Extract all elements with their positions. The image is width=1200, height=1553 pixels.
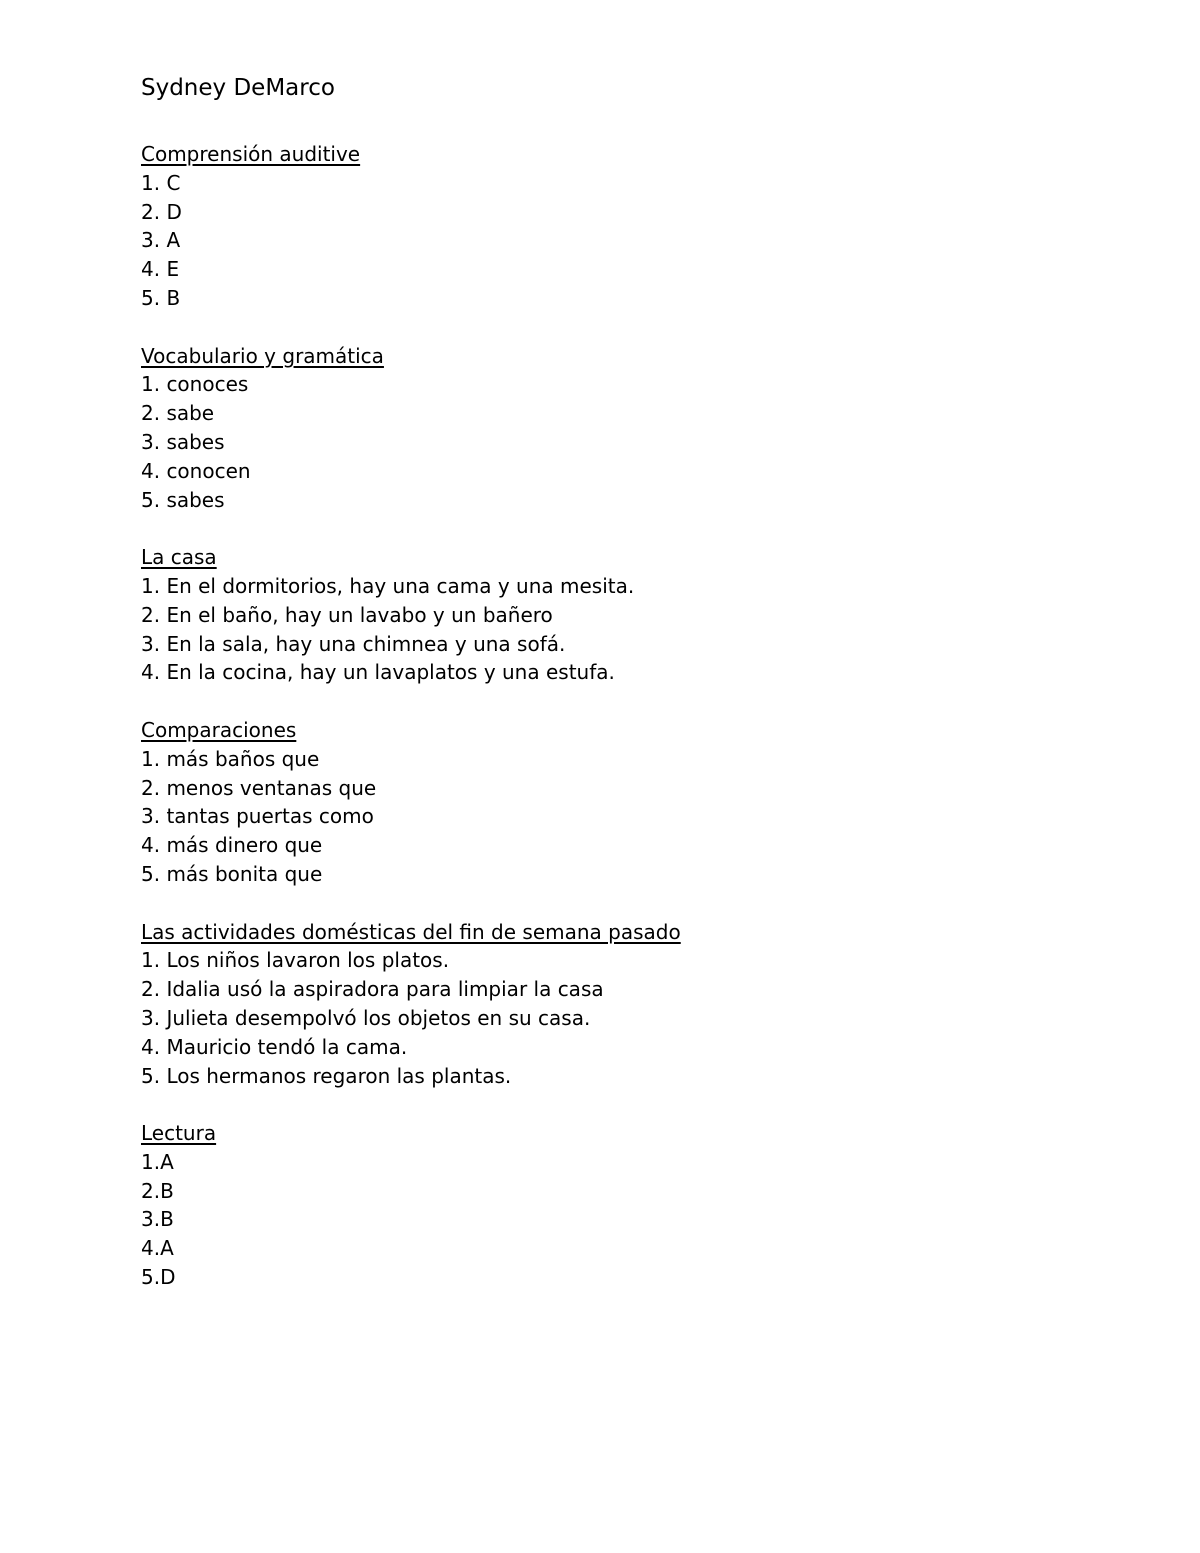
section-heading: Vocabulario y gramática bbox=[141, 343, 384, 368]
answer-item: 3.B bbox=[141, 1207, 174, 1232]
answer-item: 3. En la sala, hay una chimnea y una sofá. bbox=[141, 631, 566, 656]
answer-item: 1. conoces bbox=[141, 372, 249, 397]
section-heading: La casa bbox=[141, 545, 217, 570]
answer-item: 4. conocen bbox=[141, 458, 251, 483]
section-heading: Comparaciones bbox=[141, 717, 297, 742]
answer-item: 5. más bonita que bbox=[141, 861, 323, 886]
answer-item: 2. sabe bbox=[141, 401, 215, 426]
answer-item: 2.B bbox=[141, 1178, 174, 1203]
section-heading: Lectura bbox=[141, 1121, 217, 1146]
answer-item: 5.D bbox=[141, 1265, 176, 1290]
answer-item: 5. B bbox=[141, 285, 181, 310]
section-comparaciones bbox=[141, 716, 1121, 889]
section-heading: Comprensión auditive bbox=[141, 142, 361, 166]
answer-item: 5. sabes bbox=[141, 487, 225, 512]
answer-item: 2. Idalia usó la aspiradora para limpiar la casa bbox=[141, 977, 604, 1002]
answer-item: 3. tantas puertas como bbox=[141, 804, 374, 829]
answer-item: 4. En la cocina, hay un lavaplatos y una estufa. bbox=[141, 660, 615, 685]
section-vocabulario-gramatica bbox=[141, 342, 1121, 515]
answer-item: 1. En el dormitorios, hay una cama y una mesita. bbox=[141, 573, 635, 598]
section-heading: Las actividades domésticas del fin de semana pasado bbox=[141, 919, 681, 944]
answer-item: 4. Mauricio tendó la cama. bbox=[141, 1034, 408, 1059]
section-actividades-domesticas bbox=[141, 918, 1121, 1091]
answer-item: 5. Los hermanos regaron las plantas. bbox=[141, 1063, 512, 1088]
answer-item: 4. más dinero que bbox=[141, 833, 323, 858]
answer-item: 4. E bbox=[141, 257, 180, 282]
answer-item: 3. Julieta desempolvó los objetos en su casa. bbox=[141, 1005, 591, 1030]
answer-item: 4.A bbox=[141, 1236, 174, 1261]
answer-item: 1. más baños que bbox=[141, 746, 320, 771]
answer-item: 1.A bbox=[141, 1149, 174, 1174]
answer-item: 3. sabes bbox=[141, 429, 225, 454]
author-name: Sydney DeMarco bbox=[141, 75, 335, 101]
section-comprension-auditiva bbox=[141, 140, 1121, 313]
section-lectura bbox=[141, 1119, 1121, 1292]
answer-item: 2. En el baño, hay un lavabo y un bañero bbox=[141, 602, 553, 627]
answer-item: 2. menos ventanas que bbox=[141, 775, 377, 800]
answer-item: 2. D bbox=[141, 199, 182, 224]
answer-item: 1. C bbox=[141, 170, 181, 195]
answer-item: 1. Los niños lavaron los platos. bbox=[141, 948, 450, 973]
section-la-casa bbox=[141, 543, 1121, 687]
answer-item: 3. A bbox=[141, 228, 181, 253]
document-content bbox=[141, 72, 1121, 1321]
